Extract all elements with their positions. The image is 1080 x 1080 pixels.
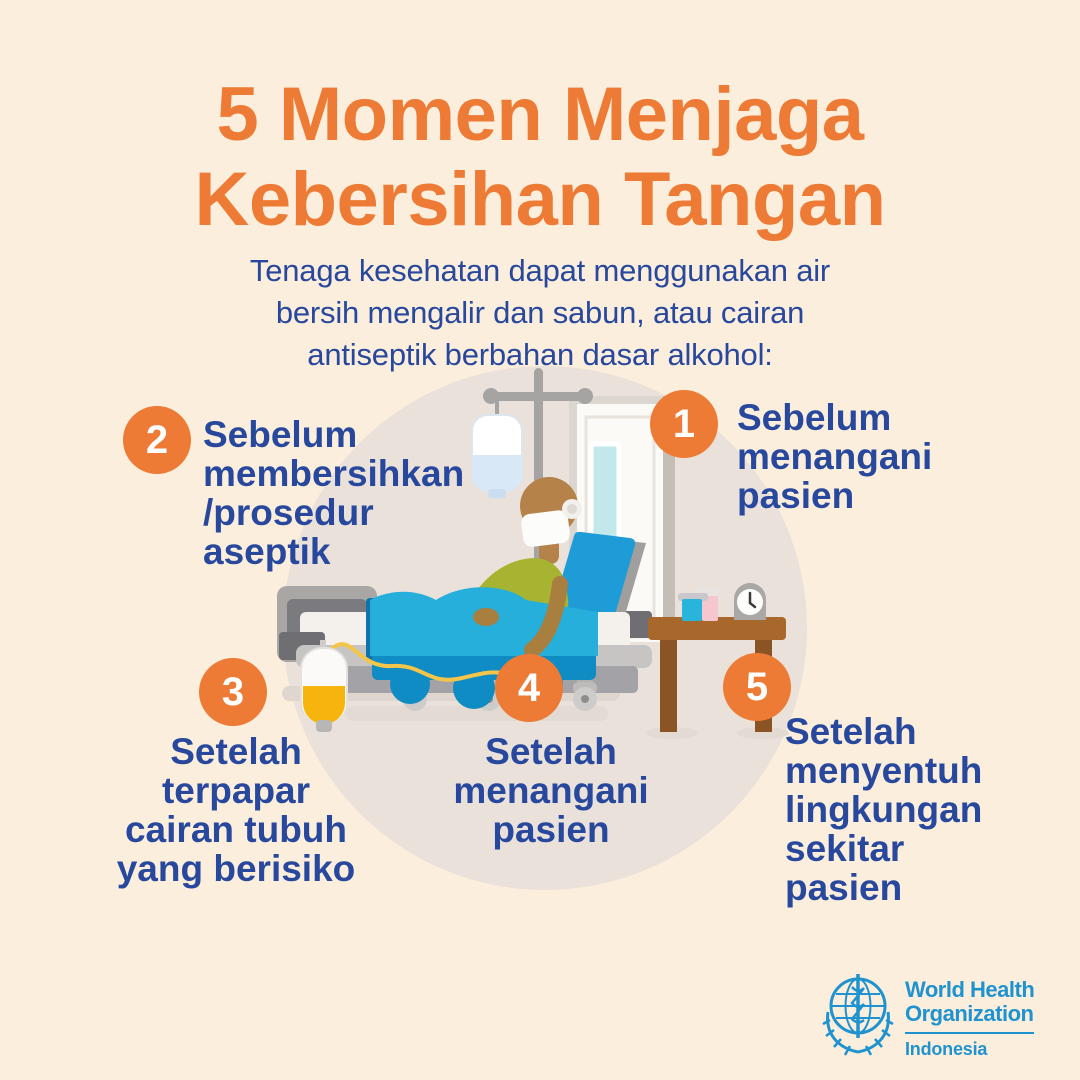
who-region: Indonesia — [905, 1038, 988, 1059]
title-line-2: Kebersihan Tangan — [194, 157, 886, 243]
moment-4-label: Setelah menangani pasien — [453, 731, 649, 850]
title-line-1: 5 Momen Menjaga — [216, 72, 864, 157]
iv-bag-icon — [472, 415, 522, 498]
moment-4-badge: 4 — [495, 654, 563, 722]
who-divider — [905, 1032, 1034, 1034]
subtitle-line-2: bersih mengalir dan sabun, atau cairan — [275, 295, 805, 331]
moment-3-badge: 3 — [199, 658, 267, 726]
moment-5-badge: 5 — [723, 653, 791, 721]
who-logo — [820, 972, 1034, 1060]
page-title — [0, 72, 1080, 242]
subtitle-line-3: antiseptik berbahan dasar alkohol: — [307, 337, 773, 373]
moment-1-badge: 1 — [650, 390, 718, 458]
who-emblem-icon — [820, 972, 896, 1056]
moment-1-label: Sebelum menangani pasien — [737, 397, 933, 516]
subtitle-line-1: Tenaga kesehatan dapat menggunakan air — [249, 253, 831, 288]
moment-2-badge: 2 — [123, 406, 191, 474]
alarm-clock-icon — [734, 583, 766, 620]
who-name-line-1: World Health — [905, 977, 1035, 1002]
moment-2-label: Sebelum membersihkan /prosedur aseptik — [203, 414, 465, 572]
who-logo-text — [905, 978, 1034, 1060]
moment-3-label: Setelah terpapar cairan tubuh yang berisiko — [116, 731, 356, 889]
poster-subtitle — [0, 250, 1080, 376]
who-name-line-2: Organization — [905, 1000, 1034, 1026]
moment-5-label: Setelah menyentuh lingkungan sekitar pasien — [785, 711, 983, 908]
